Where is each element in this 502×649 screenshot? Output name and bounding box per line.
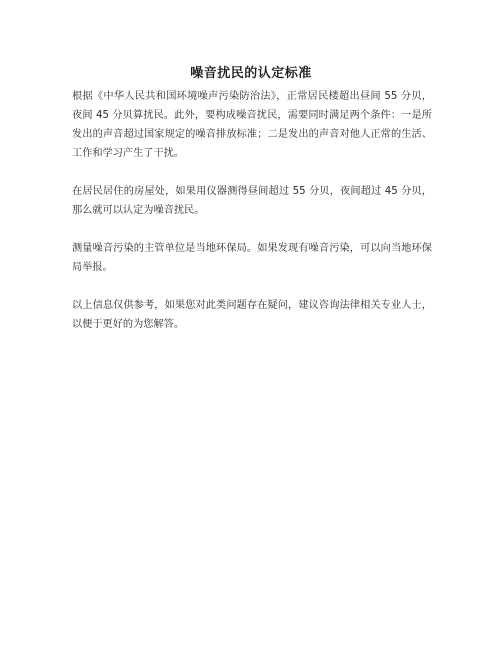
document-body	[72, 87, 432, 353]
paragraph-4: 以上信息仅供参考，如果您对此类问题存在疑问，建议咨询法律相关专业人士，以便于更好的为您解答。	[72, 300, 432, 330]
paragraph-3: 测量噪音污染的主管单位是当地环保局。如果发现有噪音污染，可以向当地环保局举报。	[72, 243, 432, 273]
paragraph-2: 在居民居住的房屋处，如果用仪器测得昼间超过 55 分贝，夜间超过 45 分贝，那么就可以认定为噪音扰民。	[72, 186, 432, 216]
page-title: 噪音扰民的认定标准	[190, 66, 312, 81]
paragraph-1: 根据《中华人民共和国环境噪声污染防治法》，正常居民楼超出昼间 55 分贝，夜间 45 分贝算扰民。此外，要构成噪音扰民，需要同时满足两个条件：一是所发出的声音超过国家规定的噪音排放标准；二是发出的声音对他人正常的生活、工作和学习产生了干扰。	[72, 91, 432, 159]
